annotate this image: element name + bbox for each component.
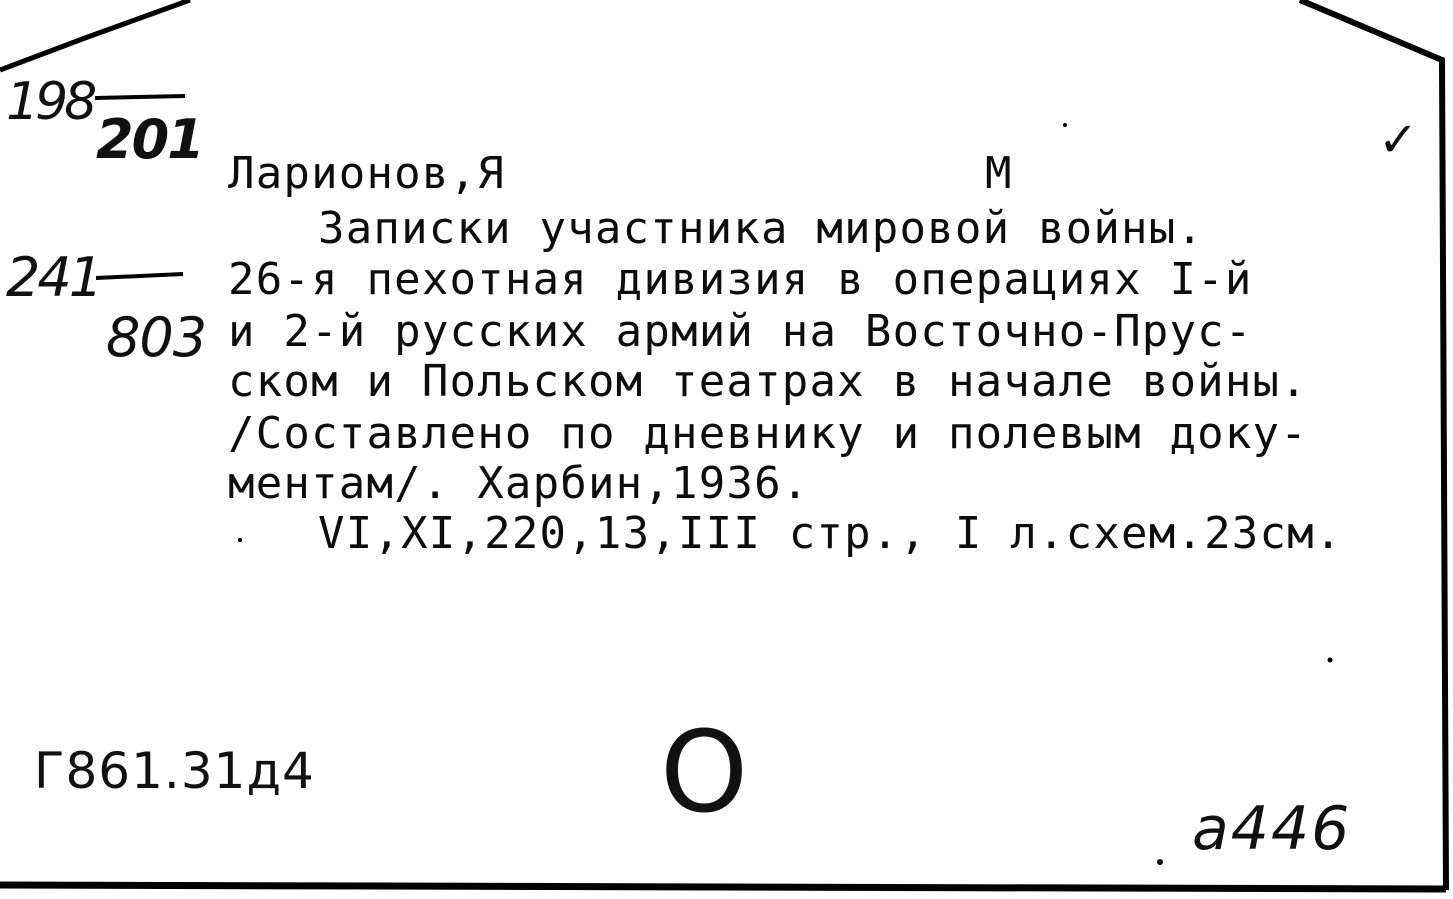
circle-letter: О [660, 708, 749, 838]
record-line-7: VI,XI,220,13,III стр., I л.схем.23см. [318, 508, 1343, 559]
ref-top-left: 198 [6, 72, 94, 132]
checkmark-mark: ✓ [1378, 112, 1419, 168]
ref-mid-right: 803 [106, 306, 207, 369]
record-line-5: /Составлено по дневнику и полевым доку- [228, 408, 1308, 459]
author-name: Ларионов,Я [228, 148, 505, 199]
ref-mid-left: 241 [6, 246, 101, 309]
inventory-number: а446 [1192, 794, 1352, 864]
author-initial: М [985, 148, 1013, 199]
record-line-3: и 2-й русских армий на Восточно-Прус- [228, 306, 1253, 357]
record-line-1: Записки участника мировой войны. [318, 203, 1205, 254]
shelfmark: Г861.31д4 [34, 742, 315, 800]
record-line-4: ском и Польском театрах в начале войны. [228, 356, 1308, 407]
ref-top-right: 201 [96, 108, 203, 171]
record-line-2: 26-я пехотная дивизия в операциях I-й [228, 254, 1253, 305]
record-line-6: ментам/. Харбин,1936. [228, 458, 810, 509]
